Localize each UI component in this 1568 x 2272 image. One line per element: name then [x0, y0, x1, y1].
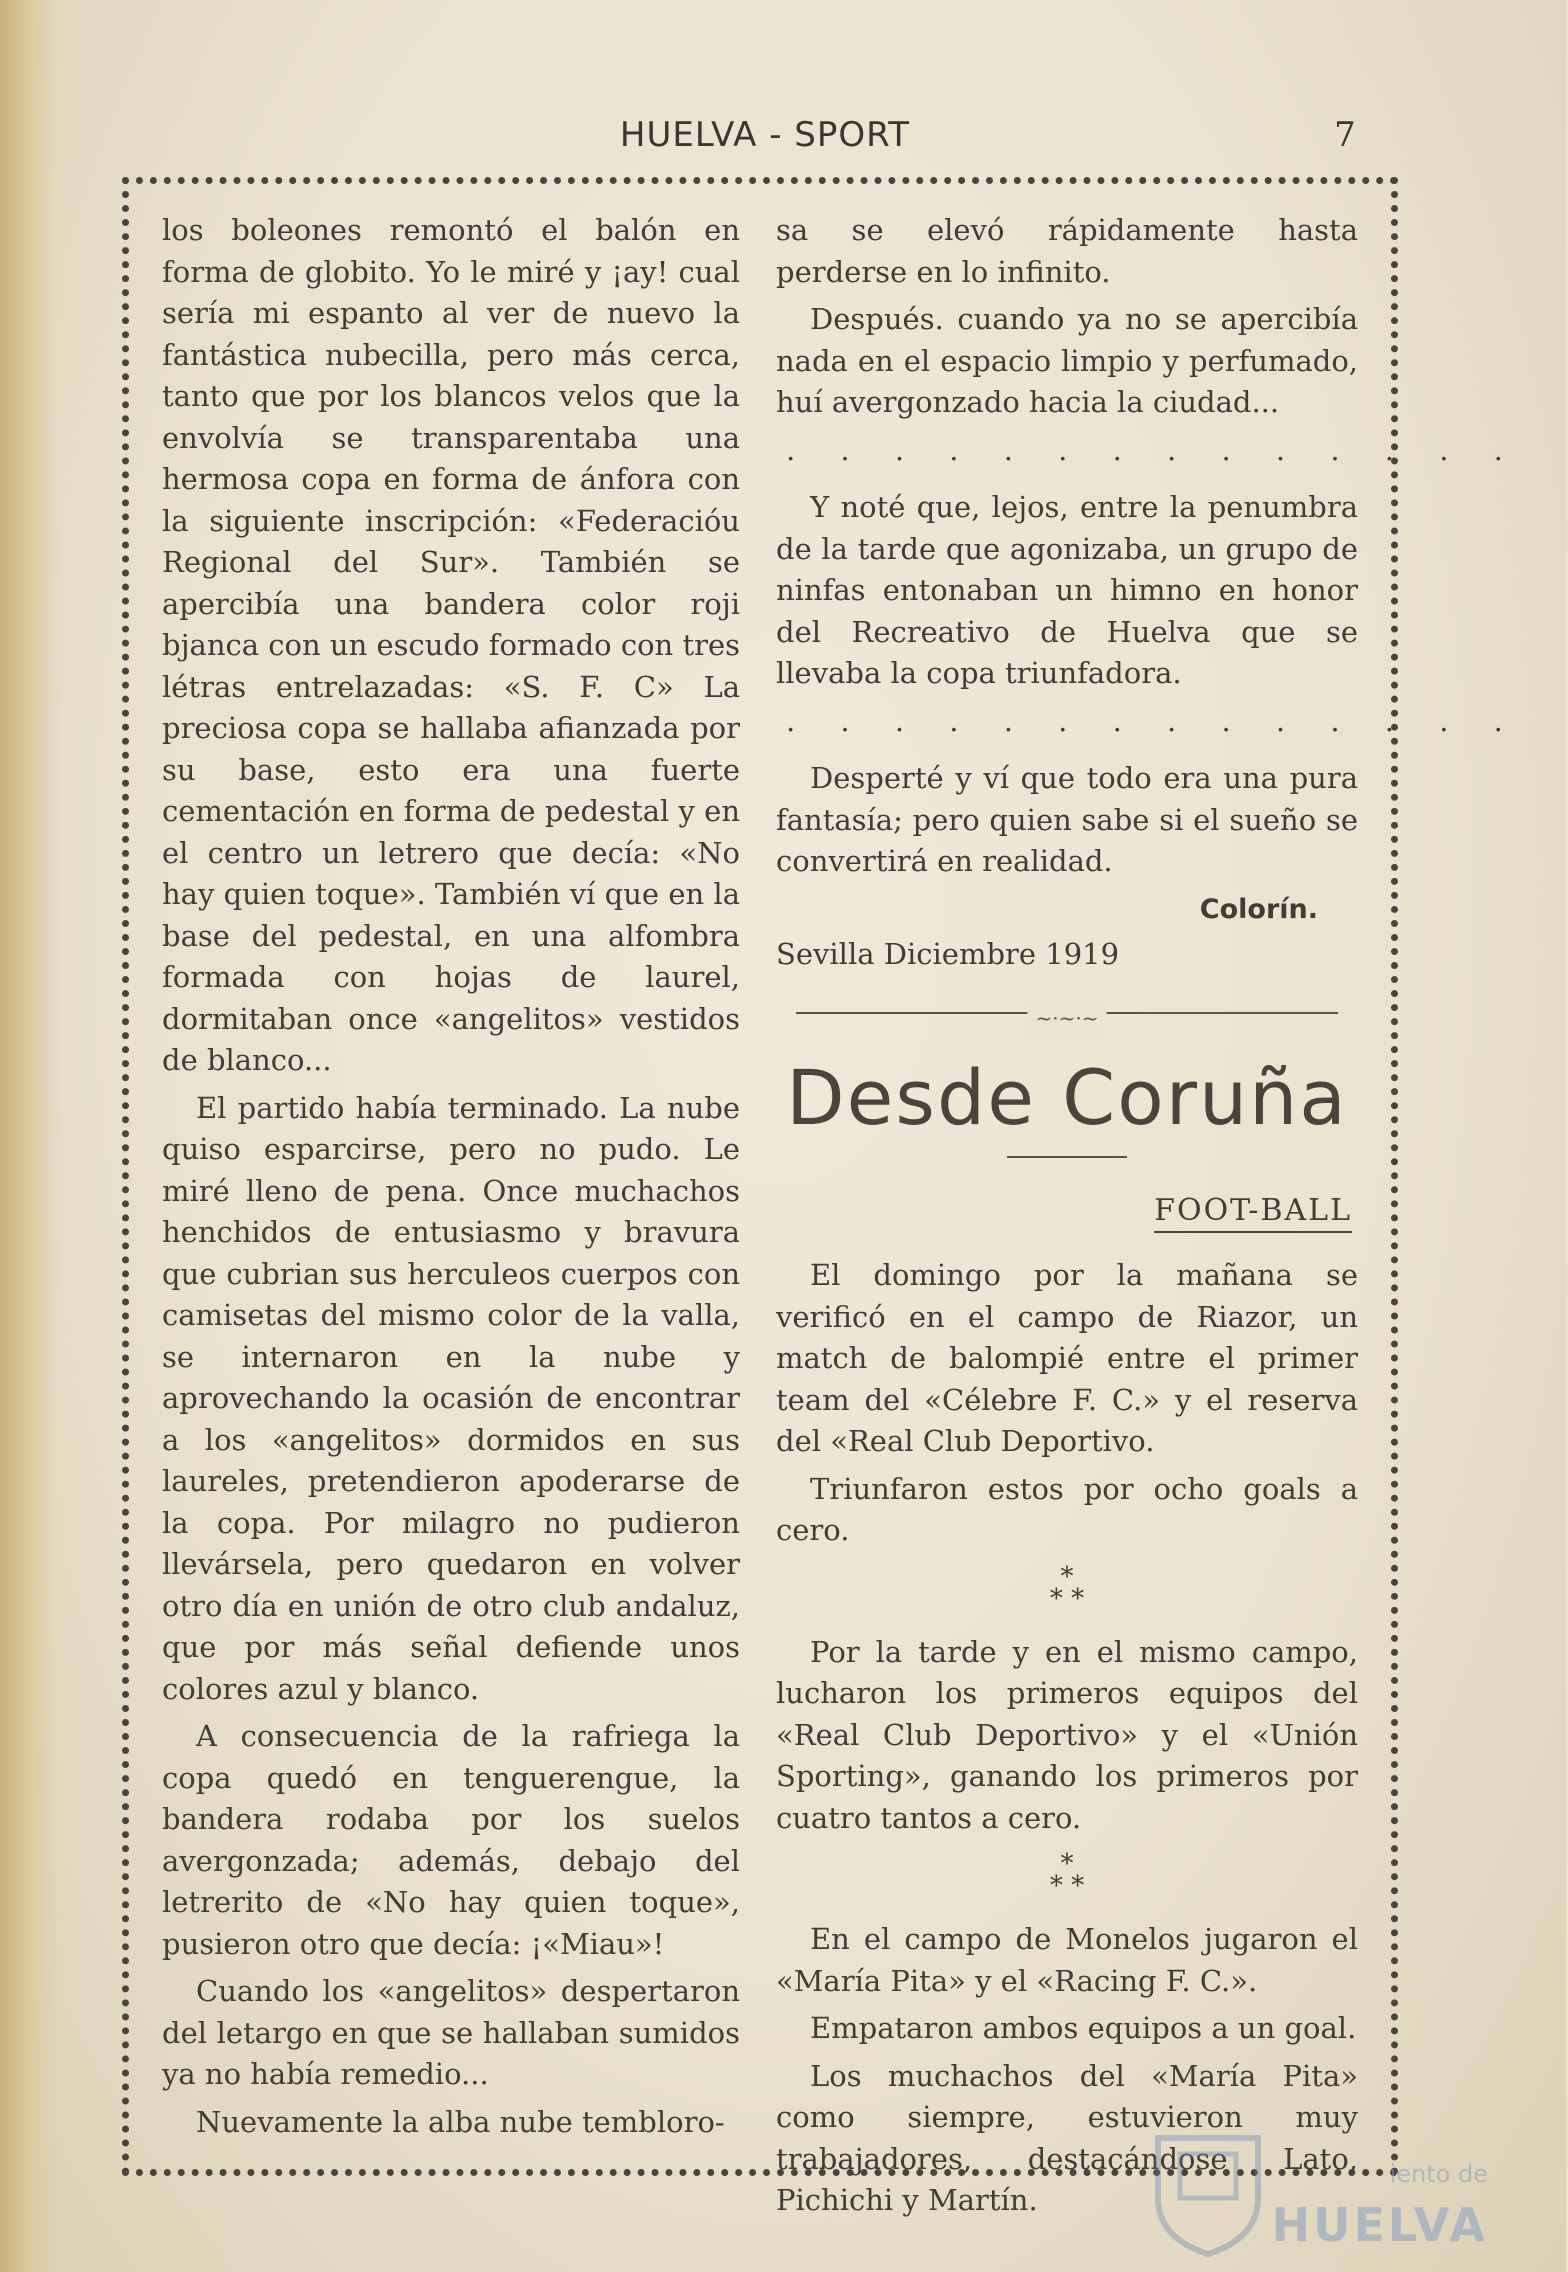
asterism	[776, 1849, 1358, 1901]
article-paragraph: sa se elevó rápidamente hasta perderse en lo infinito.	[776, 213, 1358, 289]
article-paragraph: Y noté que, lejos, entre la penumbra de la tarde que agonizaba, un grupo de ninfas entonaban un himno en honor del Recreativo de Huelva que se llevaba la copa triunfadora.	[776, 490, 1358, 690]
article-paragraph: Desperté y ví que todo era una pura fantasía; pero quien sabe si el sueño se convertirá en realidad.	[776, 761, 1358, 878]
asterism-bottom: * *	[1049, 1871, 1085, 1901]
archive-watermark	[1268, 2160, 1568, 2270]
archive-shield-icon	[1148, 2118, 1268, 2258]
article-paragraph: Después. cuando ya no se apercibía nada en el espacio limpio y perfumado, huí avergonzado hacia la ciudad...	[776, 302, 1358, 419]
article-paragraph: Triunfaron estos por ocho goals a cero.	[776, 1471, 1358, 1547]
title-underline	[1007, 1156, 1127, 1158]
watermark-line1: iento de	[1389, 2160, 1488, 2188]
section-title: Desde Coruña	[786, 1052, 1348, 1142]
article-paragraph: los boleones remontó el balón en forma de globito. Yo le miré y ¡ay! cual sería mi espanto al ver de nuevo la fantástica nubecilla, pero más cerca, tanto que por los blancos velos que la envolvía se transparentaba una hermosa copa en forma de ánfora con la siguiente inscripción: «Federacióu Regional del Sur». También se apercibía una bandera color roji bjanca con un escudo formado con tres létras entrelazadas: «S. F. C» La preciosa copa se hallaba afianzada por su base, esto era una fuerte cementación en forma de pedestal y en el centro un letrero que decía: «No hay quien toque». También ví que en la base del pedestal, en una alfombra formada con hojas de laurel, dormitaban once «angelitos» vestidos de blanco...	[162, 213, 740, 1077]
left-column	[162, 210, 740, 2145]
author-signature: Colorín.	[1199, 893, 1318, 925]
article-paragraph: El domingo por la mañana se verificó en el campo de Riazor, un match de balompié entre el primer team del «Célebre F. C.» y el reserva del «Real Club Deportivo.	[776, 1258, 1358, 1458]
paper-edge-stain	[0, 0, 60, 2272]
dateline: Sevilla Diciembre 1919	[776, 937, 1120, 971]
article-paragraph: Por la tarde y en el mismo campo, lucharon los primeros equipos del «Real Club Deportivo» y el «Unión Sporting», ganando los primeros por cuatro tantos a cero.	[776, 1634, 1358, 1835]
article-paragraph: Nuevamente la alba nube tembloro-	[196, 2104, 725, 2139]
page-number: 7	[1334, 115, 1356, 155]
ellipsis-dots: . . . . . . . . . . . . . .	[786, 703, 1521, 738]
section-subhead	[776, 1190, 1352, 1232]
page-header	[0, 115, 1566, 165]
asterism	[776, 1561, 1358, 1614]
article-paragraph: Los muchachos del «María Pita» como siempre, estuvieron muy trabajadores, destacándose Lato, Pichichi y Martín.	[776, 2058, 1358, 2217]
article-paragraph: Empataron ambos equipos a un goal.	[810, 2011, 1357, 2045]
ornament-mark: ~·~·~	[1028, 998, 1107, 1040]
article-paragraph: A consecuencia de la rafriega la copa quedó en tenguerengue, la bandera rodaba por los suelos avergonzada; además, debajo del letrerito de «No hay quien toque», pusieron otro que decía: ¡«Miau»!	[162, 1719, 740, 1961]
article-paragraph: Cuando los «angelitos» despertaron del letargo en que se hallaban sumidos ya no había remedio...	[162, 1974, 740, 2091]
asterism-top: *	[1060, 1561, 1074, 1592]
asterism-top: *	[1060, 1849, 1074, 1879]
asterism-bottom: * *	[1049, 1583, 1085, 1614]
watermark-line2: HUELVA	[1271, 2198, 1488, 2252]
subhead-text: FOOT-BALL	[1154, 1193, 1352, 1233]
ellipsis-dots: . . . . . . . . . . . . . .	[786, 432, 1521, 467]
journal-title: HUELVA - SPORT	[619, 115, 911, 155]
article-paragraph: El partido había terminado. La nube quiso esparcirse, pero no pudo. Le miré lleno de pena. Once muchachos henchidos de entusiasmo y bravura que cubrian sus herculeos cuerpos con camisetas del mismo color de la valla, se internaron en la nube y aprovechando la ocasión de encontrar a los «angelitos» dormidos en sus laureles, pretendieron apoderarse de la copa. Por milagro no pudieron llevársela, pero quedaron en volver otro día en unión de otro club andaluz, que por más señal defiende unos colores azul y blanco.	[162, 1090, 740, 1706]
ornamental-rule	[796, 998, 1338, 1028]
article-paragraph: En el campo de Monelos jugaron el «María Pita» y el «Racing F. C.».	[776, 1922, 1358, 1998]
